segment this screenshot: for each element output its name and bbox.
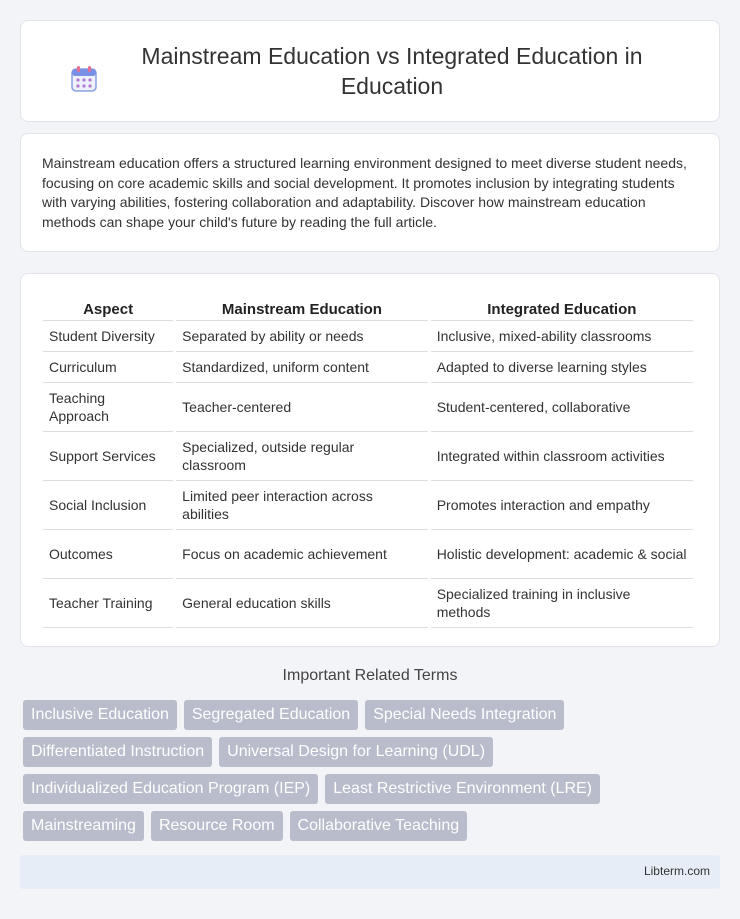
table-header-row (43, 294, 693, 321)
cell-aspect: Outcomes (43, 530, 173, 579)
table-row (43, 579, 693, 628)
cell-aspect: Student Diversity (43, 321, 173, 352)
tag-individualized-education-program[interactable]: Individualized Education Program (IEP) (23, 774, 318, 804)
calendar-icon (70, 65, 98, 93)
cell-mainstream: Teacher-centered (176, 383, 428, 432)
tag-least-restrictive-environment[interactable]: Least Restrictive Environment (LRE) (325, 774, 600, 804)
related-terms-heading: Important Related Terms (282, 667, 458, 684)
tag-differentiated-instruction[interactable]: Differentiated Instruction (23, 737, 212, 767)
table-row (43, 481, 693, 530)
tag-row (23, 774, 723, 804)
cell-aspect: Teacher Training (43, 579, 173, 628)
cell-mainstream: Separated by ability or needs (176, 321, 428, 352)
title-wrapper (70, 41, 670, 101)
tag-resource-room[interactable]: Resource Room (151, 811, 283, 841)
tag-mainstreaming[interactable]: Mainstreaming (23, 811, 144, 841)
table-row (43, 352, 693, 383)
tag-universal-design-for-learning[interactable]: Universal Design for Learning (UDL) (219, 737, 493, 767)
footer (20, 855, 720, 889)
cell-mainstream: Limited peer interaction across abilities (176, 481, 428, 530)
page-title: Mainstream Education vs Integrated Education in Education (141, 43, 643, 99)
summary-text: Mainstream education offers a structured learning environment designed to meet diverse student needs, focusing on core academic skills and social development. It promotes inclusion by integrating students with varying abilities, fostering collaboration and adaptability. Discover how mainstream education methods can shape your child's future by reading the full article. (42, 155, 687, 230)
cell-integrated: Specialized training in inclusive methods (431, 579, 693, 628)
tag-row (23, 700, 723, 730)
cell-mainstream: General education skills (176, 579, 428, 628)
tag-row (23, 811, 723, 841)
cell-integrated: Inclusive, mixed-ability classrooms (431, 321, 693, 352)
tag-collaborative-teaching[interactable]: Collaborative Teaching (290, 811, 468, 841)
summary-card (20, 133, 720, 252)
header-aspect: Aspect (43, 294, 173, 321)
cell-mainstream: Focus on academic achievement (176, 530, 428, 579)
footer-site-link[interactable]: Libterm.com (643, 864, 710, 878)
table-row (43, 432, 693, 481)
table-row (43, 383, 693, 432)
cell-integrated: Holistic development: academic & social (431, 530, 693, 579)
cell-aspect: Support Services (43, 432, 173, 481)
cell-aspect: Social Inclusion (43, 481, 173, 530)
table-row (43, 321, 693, 352)
table-row (43, 530, 693, 579)
cell-integrated: Student-centered, collaborative (431, 383, 693, 432)
tag-special-needs-integration[interactable]: Special Needs Integration (365, 700, 564, 730)
cell-integrated: Adapted to diverse learning styles (431, 352, 693, 383)
cell-mainstream: Standardized, uniform content (176, 352, 428, 383)
cell-integrated: Promotes interaction and empathy (431, 481, 693, 530)
header-mainstream: Mainstream Education (176, 294, 428, 321)
comparison-table-card (20, 273, 720, 647)
cell-integrated: Integrated within classroom activities (431, 432, 693, 481)
cell-aspect: Curriculum (43, 352, 173, 383)
comparison-table (40, 294, 696, 628)
cell-aspect: Teaching Approach (43, 383, 173, 432)
header-integrated: Integrated Education (431, 294, 693, 321)
tag-inclusive-education[interactable]: Inclusive Education (23, 700, 177, 730)
tag-row (23, 737, 723, 767)
tag-segregated-education[interactable]: Segregated Education (184, 700, 358, 730)
cell-mainstream: Specialized, outside regular classroom (176, 432, 428, 481)
title-card (20, 20, 720, 122)
related-terms-list (23, 700, 723, 848)
